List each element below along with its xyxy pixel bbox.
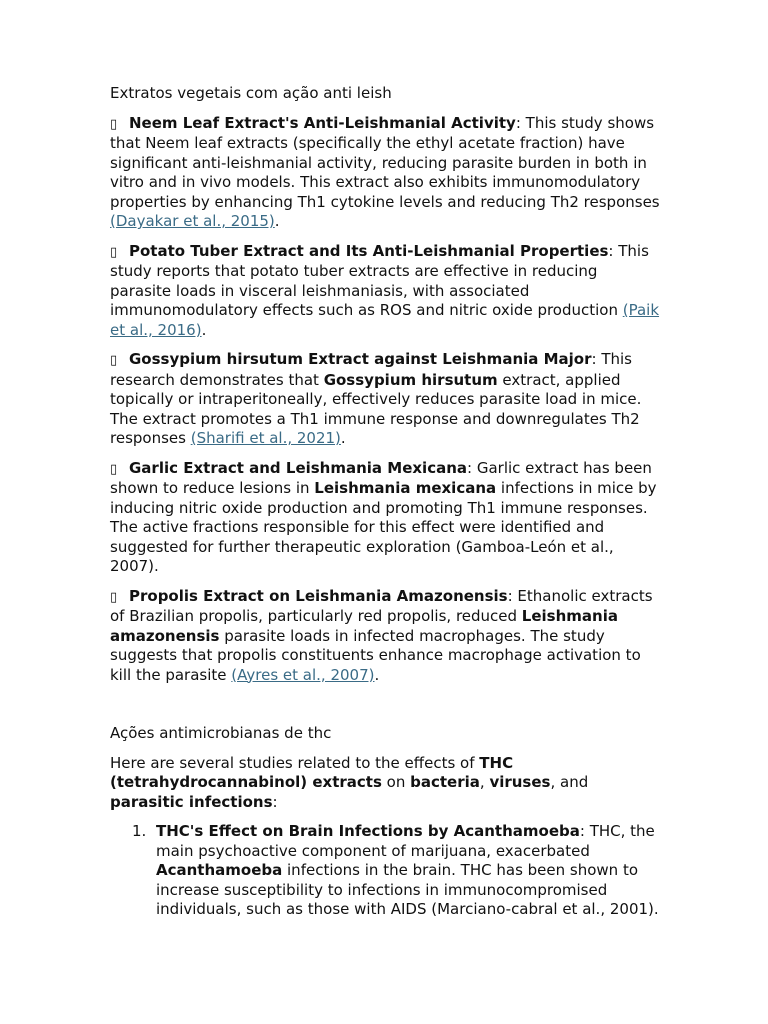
item-title: Gossypium hirsutum Extract against Leishmania Major [129,350,592,368]
item-text: : Ethanolic extracts of Brazilian propolis, particularly red propolis, reduced [110,586,653,625]
item-text: : This research demonstrates that [110,350,632,389]
numbered-list [110,822,662,920]
item-end: . [274,212,280,230]
item-end: . [201,320,207,339]
item-text: : This study shows that Neem leaf extracts (specifically the ethyl acetate fraction) have significant anti-leishmanial activity, reducing parasite burden in both in vitro and in vivo models. This extract also exhibits immunomodulatory properties by enhancing Th1 cytokine levels and reducing Th2 responses [110,113,660,211]
intro-bold-parasitic: parasitic infections [110,792,273,811]
intro-bold-bacteria: bacteria [410,773,480,791]
intro-text: on [381,773,411,791]
item-title: THC's Effect on Brain Infections by Acanthamoeba [156,822,580,840]
item-end: . [340,429,346,447]
item-text: extract, applied topically or intraperitoneally, effectively reduces parasite load in mice. The extract promotes a Th1 immune response and downregulates Th2 responses [110,370,642,447]
item-text: parasite loads in infected macrophages. The study suggests that propolis constituents enhance macrophage activation to kill the parasite [110,626,641,684]
intro-bold-thc: THC (tetrahydrocannabinol) extracts [110,753,514,791]
bullet-icon: ▯ [110,244,118,260]
section-spacer [110,695,662,724]
list-number: 1. [132,822,147,840]
item-title: Potato Tuber Extract and Its Anti-Leishmanial Properties [129,241,609,260]
paragraph-gossypium [110,350,662,449]
bullet-icon: ▯ [110,116,118,132]
citation-link[interactable]: (Dayakar et al., 2015) [110,212,275,230]
paragraph-potato [110,242,662,341]
item-bold-term: Gossypium hirsutum [323,370,498,389]
document-content [110,84,662,920]
list-item [110,822,662,920]
paragraph-thc-intro [110,754,662,813]
item-text: : THC, the main psychoactive component of marijuana, exacerbated [156,822,655,860]
item-bold-term: Leishmania mexicana [314,479,497,497]
item-bold-term: Acanthamoeba [156,861,283,879]
item-text: : This study reports that potato tuber extracts are effective in reducing parasite loads in visceral leishmaniasis, with associated immunomodulatory effects such as ROS and nitric oxide production [110,241,649,319]
paragraph-propolis [110,587,662,686]
item-text: : Garlic extract has been shown to reduce lesions in [110,458,652,497]
bullet-icon: ▯ [110,353,118,368]
intro-text: , and [550,773,589,791]
bullet-icon: ▯ [110,589,118,605]
section-heading-plant-extracts: Extratos vegetais com ação anti leish [110,84,392,102]
bullet-icon: ▯ [110,461,118,477]
citation-link[interactable]: (Paik et al., 2016) [110,301,660,339]
citation-link[interactable]: (Ayres et al., 2007) [231,665,375,684]
item-title: Propolis Extract on Leishmania Amazonensis [129,586,508,605]
item-end: . [374,665,380,684]
citation-link[interactable]: (Sharifi et al., 2021) [190,429,341,447]
item-text: infections in mice by inducing nitric oxide production and promoting Th1 immune responses. The active fractions responsible for this effect were identified and suggested for further therapeutic exploration (Gamboa-León et al., 2007). [110,479,657,575]
intro-bold-viruses: viruses [489,773,551,791]
intro-text: , [479,773,490,791]
paragraph-garlic [110,459,662,577]
item-text: infections in the brain. THC has been shown to increase susceptibility to infections in immunocompromised individuals, such as those with AIDS (Marciano-cabral et al., 2001). [156,861,659,918]
item-title: Neem Leaf Extract's Anti-Leishmanial Activity [129,113,516,132]
intro-text: Here are several studies related to the effects of [110,753,480,772]
intro-text: : [272,792,278,811]
item-bold-term: Leishmania amazonensis [110,607,618,645]
section-heading-thc: Ações antimicrobianas de thc [110,724,332,742]
item-title: Garlic Extract and Leishmania Mexicana [129,458,468,477]
paragraph-neem [110,114,662,232]
